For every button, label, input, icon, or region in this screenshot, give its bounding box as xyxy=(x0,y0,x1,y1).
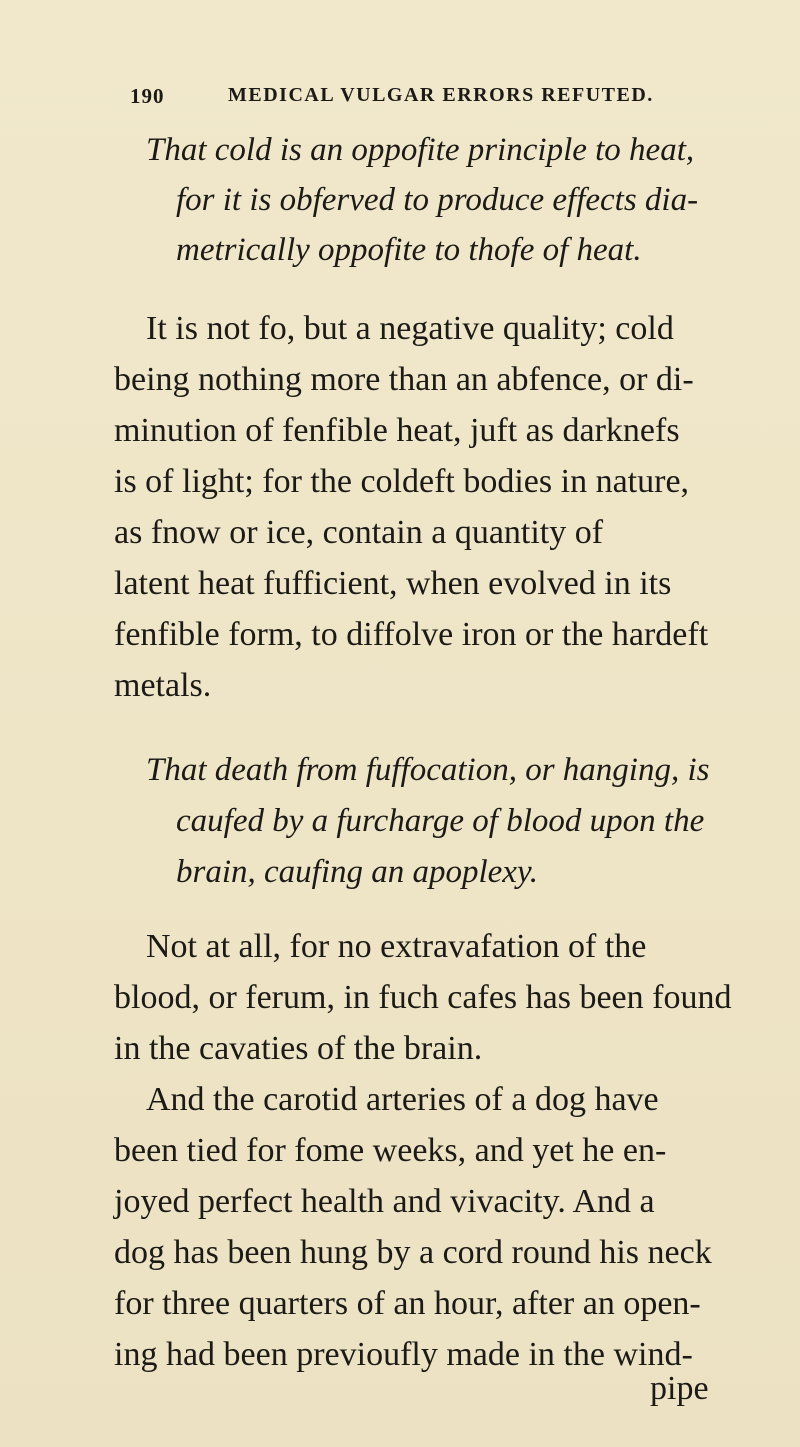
section1-body-line-7: fenfible form, to diffolve iron or the hardeft xyxy=(114,616,709,653)
section1-body-line-2: being nothing more than an abfence, or di- xyxy=(114,361,694,398)
section1-heading-line-3: metrically oppofite to thofe of heat. xyxy=(176,232,642,268)
section1-body-line-8: metals. xyxy=(114,667,212,704)
section1-body-line-1: It is not fo, but a negative quality; cold xyxy=(146,310,674,347)
section1-heading-line-1: That cold is an oppofite principle to heat, xyxy=(146,132,695,168)
section2-body-line-2: blood, or ferum, in fuch cafes has been found xyxy=(114,979,732,1016)
section1-body-line-3: minution of fenfible heat, juft as darknefs xyxy=(114,412,680,449)
section2-heading-line-1: That death from fuffocation, or hanging, is xyxy=(146,752,710,788)
section2-body-line-1: Not at all, for no extravafation of the xyxy=(146,928,647,965)
section2-body-line-6: joyed perfect health and vivacity. And a xyxy=(114,1183,655,1220)
catchword: pipe xyxy=(650,1370,709,1407)
section1-heading-line-2: for it is obferved to produce effects dia- xyxy=(176,182,699,218)
section2-heading-line-2: caufed by a furcharge of blood upon the xyxy=(176,803,705,839)
page-number: 190 xyxy=(130,84,165,108)
page-header xyxy=(130,84,690,114)
running-head: MEDICAL VULGAR ERRORS REFUTED. xyxy=(228,84,654,106)
section2-body-line-4: And the carotid arteries of a dog have xyxy=(146,1081,659,1118)
section1-body-line-4: is of light; for the coldeft bodies in nature, xyxy=(114,463,690,500)
section1-body-line-5: as fnow or ice, contain a quantity of xyxy=(114,514,604,551)
section2-body-line-8: for three quarters of an hour, after an open- xyxy=(114,1285,701,1322)
section2-body-line-3: in the cavaties of the brain. xyxy=(114,1030,483,1067)
section1-body-line-6: latent heat fufficient, when evolved in its xyxy=(114,565,672,602)
section2-body-line-9: ing had been previoufly made in the wind- xyxy=(114,1336,693,1373)
section2-heading-line-3: brain, caufing an apoplexy. xyxy=(176,854,539,890)
section2-body-line-7: dog has been hung by a cord round his neck xyxy=(114,1234,712,1271)
section2-body-line-5: been tied for fome weeks, and yet he en- xyxy=(114,1132,667,1169)
